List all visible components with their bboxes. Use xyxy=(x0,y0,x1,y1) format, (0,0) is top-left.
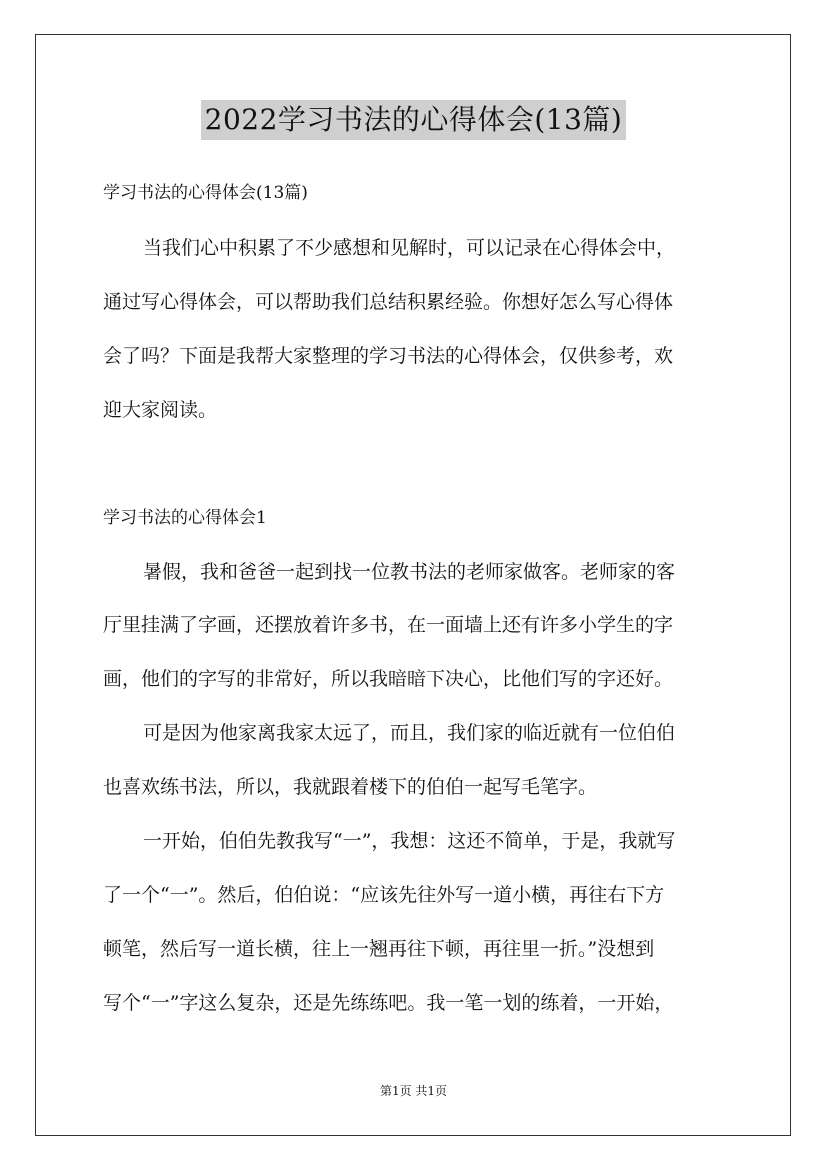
intro-line: 当我们心中积累了不少感想和见解时，可以记录在心得体会中， xyxy=(143,237,676,259)
title-container xyxy=(0,100,827,140)
body-line: 画，他们的字写的非常好，所以我暗暗下决心，比他们写的字还好。 xyxy=(103,668,674,690)
body-line: 一开始，伯伯先教我写“一”，我想：这还不简单，于是，我就写 xyxy=(143,830,676,852)
body-line: 了一个“一”。然后，伯伯说：“应该先往外写一道小横，再往右下方 xyxy=(103,884,665,906)
intro-heading: 学习书法的心得体会(13篇) xyxy=(103,183,308,203)
section-heading: 学习书法的心得体会1 xyxy=(103,508,267,528)
page-number: 第1页 共1页 xyxy=(379,1084,448,1098)
body-line: 顿笔，然后写一道长横，往上一翘再往下顿，再往里一折。”没想到 xyxy=(103,938,655,960)
body-line: 厅里挂满了字画，还摆放着许多书，在一面墙上还有许多小学生的字 xyxy=(103,614,674,636)
body-line: 也喜欢练书法，所以，我就跟着楼下的伯伯一起写毛笔字。 xyxy=(103,776,598,798)
body-line: 暑假，我和爸爸一起到找一位教书法的老师家做客。老师家的客 xyxy=(143,561,676,583)
document-title: 2022学习书法的心得体会(13篇) xyxy=(201,100,627,140)
body-line: 可是因为他家离我家太远了，而且，我们家的临近就有一位伯伯 xyxy=(143,722,676,744)
intro-line: 迎大家阅读。 xyxy=(103,399,218,421)
intro-line: 通过写心得体会，可以帮助我们总结积累经验。你想好怎么写心得体 xyxy=(103,291,674,313)
body-line: 写个“一”字这么复杂，还是先练练吧。我一笔一划的练着，一开始， xyxy=(103,992,674,1014)
intro-line: 会了吗？下面是我帮大家整理的学习书法的心得体会，仅供参考，欢 xyxy=(103,345,674,367)
